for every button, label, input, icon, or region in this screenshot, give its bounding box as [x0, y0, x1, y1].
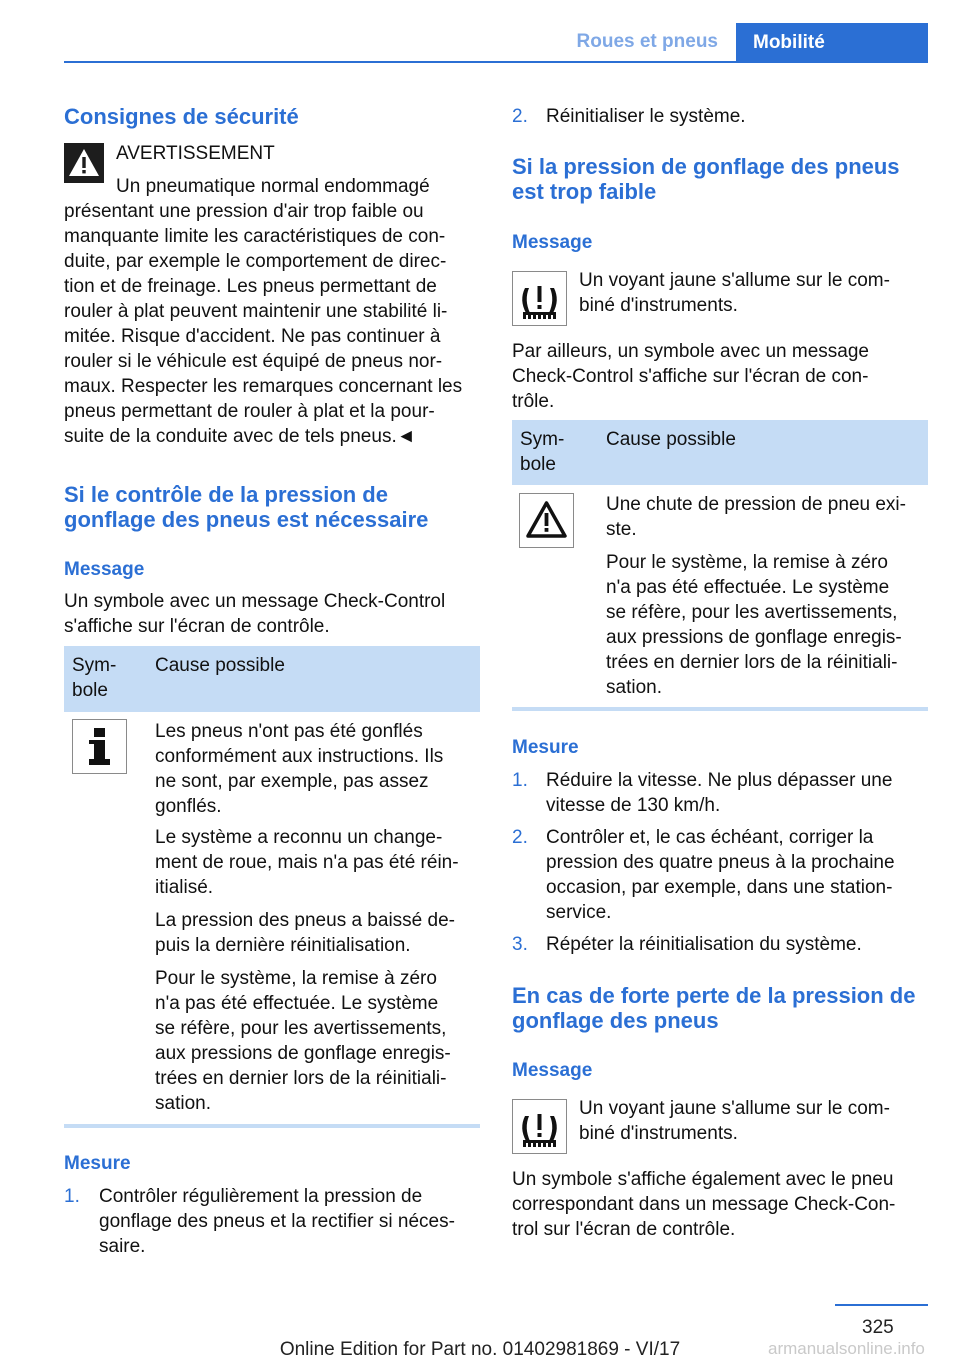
warning-line: suite de la conduite avec de tels pneus.◄	[64, 426, 416, 447]
paragraph-line: Par ailleurs, un symbole avec un message	[512, 341, 869, 362]
edition-note: Online Edition for Part no. 01402981869 - VI/17	[279, 1339, 681, 1360]
warning-line: pneus permettant de rouler à plat et la pour-	[64, 401, 435, 422]
cause-line: n'a pas été effectuée. Le système	[155, 993, 439, 1014]
table-col-cause: Cause possible	[606, 429, 736, 450]
indicator-line: Un voyant jaune s'allume sur le com-	[579, 270, 890, 291]
page-number: 325	[862, 1317, 894, 1338]
cause-line: sation.	[606, 677, 662, 698]
cause-line: n'a pas été effectuée. Le système	[606, 577, 890, 598]
safety-heading: Consignes de sécurité	[64, 104, 299, 129]
watermark: armanualsonline.info	[768, 1339, 925, 1358]
table-col-symbol: Sym-	[520, 429, 565, 450]
step-line: Répéter la réinitialisation du système.	[546, 934, 862, 955]
table-col-symbol: Sym-	[72, 655, 117, 676]
cause-line: aux pressions de gonflage enregis-	[606, 627, 902, 648]
strong-loss-heading-line: gonflage des pneus	[512, 1008, 719, 1033]
cause-line: sation.	[155, 1093, 211, 1114]
message-label: Message	[512, 1060, 593, 1081]
step-line: saire.	[99, 1236, 146, 1257]
cause-line: Le système a reconnu un change-	[155, 827, 443, 848]
table-col-symbol: bole	[72, 680, 108, 701]
step-line: Contrôler et, le cas échéant, corriger la	[546, 827, 874, 848]
step-number: 3.	[512, 934, 528, 955]
warning-line: rouler à plat peuvent maintenir une stabilité li-	[64, 301, 448, 322]
cause-line: gonflés.	[155, 796, 222, 817]
table-col-symbol: bole	[520, 454, 556, 475]
table-bottom-rule	[512, 707, 928, 711]
cause-line: trées en dernier lors de la réinitiali-	[606, 652, 898, 673]
mesure-label: Mesure	[512, 737, 579, 758]
step-line: Réduire la vitesse. Ne plus dépasser une	[546, 770, 893, 791]
tire-pressure-icon	[512, 271, 567, 326]
step-number: 2.	[512, 827, 528, 848]
strong-loss-heading-line: En cas de forte perte de la pression de	[512, 983, 916, 1008]
step-line: Réinitialiser le système.	[546, 106, 746, 127]
warning-line: présentant une pression d'air trop faible ou	[64, 201, 424, 222]
cause-line: trées en dernier lors de la réinitiali-	[155, 1068, 447, 1089]
low-pressure-heading-line: Si la pression de gonflage des pneus	[512, 154, 900, 179]
step-number: 2.	[512, 106, 528, 127]
paragraph-line: trôle.	[512, 391, 555, 412]
step-line: vitesse de 130 km/h.	[546, 795, 721, 816]
warning-label: AVERTISSEMENT	[116, 143, 275, 164]
paragraph-line: trol sur l'écran de contrôle.	[512, 1219, 736, 1240]
cause-line: La pression des pneus a baissé de-	[155, 910, 455, 931]
cause-line: ne sont, par exemple, pas assez	[155, 771, 429, 792]
indicator-line: biné d'instruments.	[579, 1123, 738, 1144]
header-chapter: Mobilité	[736, 23, 928, 63]
warning-line: tion et de freinage. Les pneus permettant de	[64, 276, 437, 297]
indicator-line: Un voyant jaune s'allume sur le com-	[579, 1098, 890, 1119]
warning-line: Un pneumatique normal endommagé	[116, 176, 430, 197]
paragraph-line: Un symbole s'affiche également avec le pneu	[512, 1169, 894, 1190]
cause-line: Pour le système, la remise à zéro	[155, 968, 437, 989]
paragraph-line: Check-Control s'affiche sur l'écran de con-	[512, 366, 869, 387]
step-line: service.	[546, 902, 612, 923]
indicator-line: biné d'instruments.	[579, 295, 738, 316]
warning-triangle-outline-icon	[519, 493, 574, 548]
step-number: 1.	[512, 770, 528, 791]
cause-line: se réfère, pour les avertissements,	[606, 602, 898, 623]
cause-line: ste.	[606, 519, 637, 540]
message-label: Message	[64, 559, 145, 580]
cause-line: puis la dernière réinitialisation.	[155, 935, 411, 956]
warning-line: rouler si le véhicule est équipé de pneus nor-	[64, 351, 443, 372]
cause-line: Pour le système, la remise à zéro	[606, 552, 888, 573]
table-bottom-rule	[64, 1124, 480, 1128]
cause-line: conformément aux instructions. Ils	[155, 746, 444, 767]
cause-line: Les pneus n'ont pas été gonflés	[155, 721, 423, 742]
step-line: gonflage des pneus et la rectifier si néces-	[99, 1211, 455, 1232]
cause-line: se réfère, pour les avertissements,	[155, 1018, 447, 1039]
table-col-cause: Cause possible	[155, 655, 285, 676]
warning-line: duite, par exemple le comportement de direc-	[64, 251, 447, 272]
cause-line: aux pressions de gonflage enregis-	[155, 1043, 451, 1064]
tire-pressure-icon	[512, 1099, 567, 1154]
warning-line: mitée. Risque d'accident. Ne pas continuer à	[64, 326, 441, 347]
warning-line: manquante limite les caractéristiques de con-	[64, 226, 446, 247]
info-i-icon	[72, 719, 127, 774]
header-section: Roues et pneus	[576, 31, 718, 52]
warning-triangle-icon	[64, 143, 104, 183]
mesure-label: Mesure	[64, 1153, 131, 1174]
step-number: 1.	[64, 1186, 80, 1207]
cause-line: itialisé.	[155, 877, 214, 898]
cause-line: ment de roue, mais n'a pas été réin-	[155, 852, 459, 873]
check-heading-line: gonflage des pneus est nécessaire	[64, 507, 429, 532]
paragraph-line: correspondant dans un message Check-Con-	[512, 1194, 896, 1215]
message-line: s'affiche sur l'écran de contrôle.	[64, 616, 330, 637]
check-heading-line: Si le contrôle de la pression de	[64, 482, 388, 507]
header-rule	[64, 61, 928, 63]
step-line: occasion, par exemple, dans une station-	[546, 877, 893, 898]
message-line: Un symbole avec un message Check-Control	[64, 591, 446, 612]
footer-rule	[835, 1304, 928, 1306]
warning-line: maux. Respecter les remarques concernant les	[64, 376, 463, 397]
low-pressure-heading-line: est trop faible	[512, 179, 657, 204]
step-line: Contrôler régulièrement la pression de	[99, 1186, 423, 1207]
message-label: Message	[512, 232, 593, 253]
step-line: pression des quatre pneus à la prochaine	[546, 852, 895, 873]
cause-line: Une chute de pression de pneu exi-	[606, 494, 906, 515]
